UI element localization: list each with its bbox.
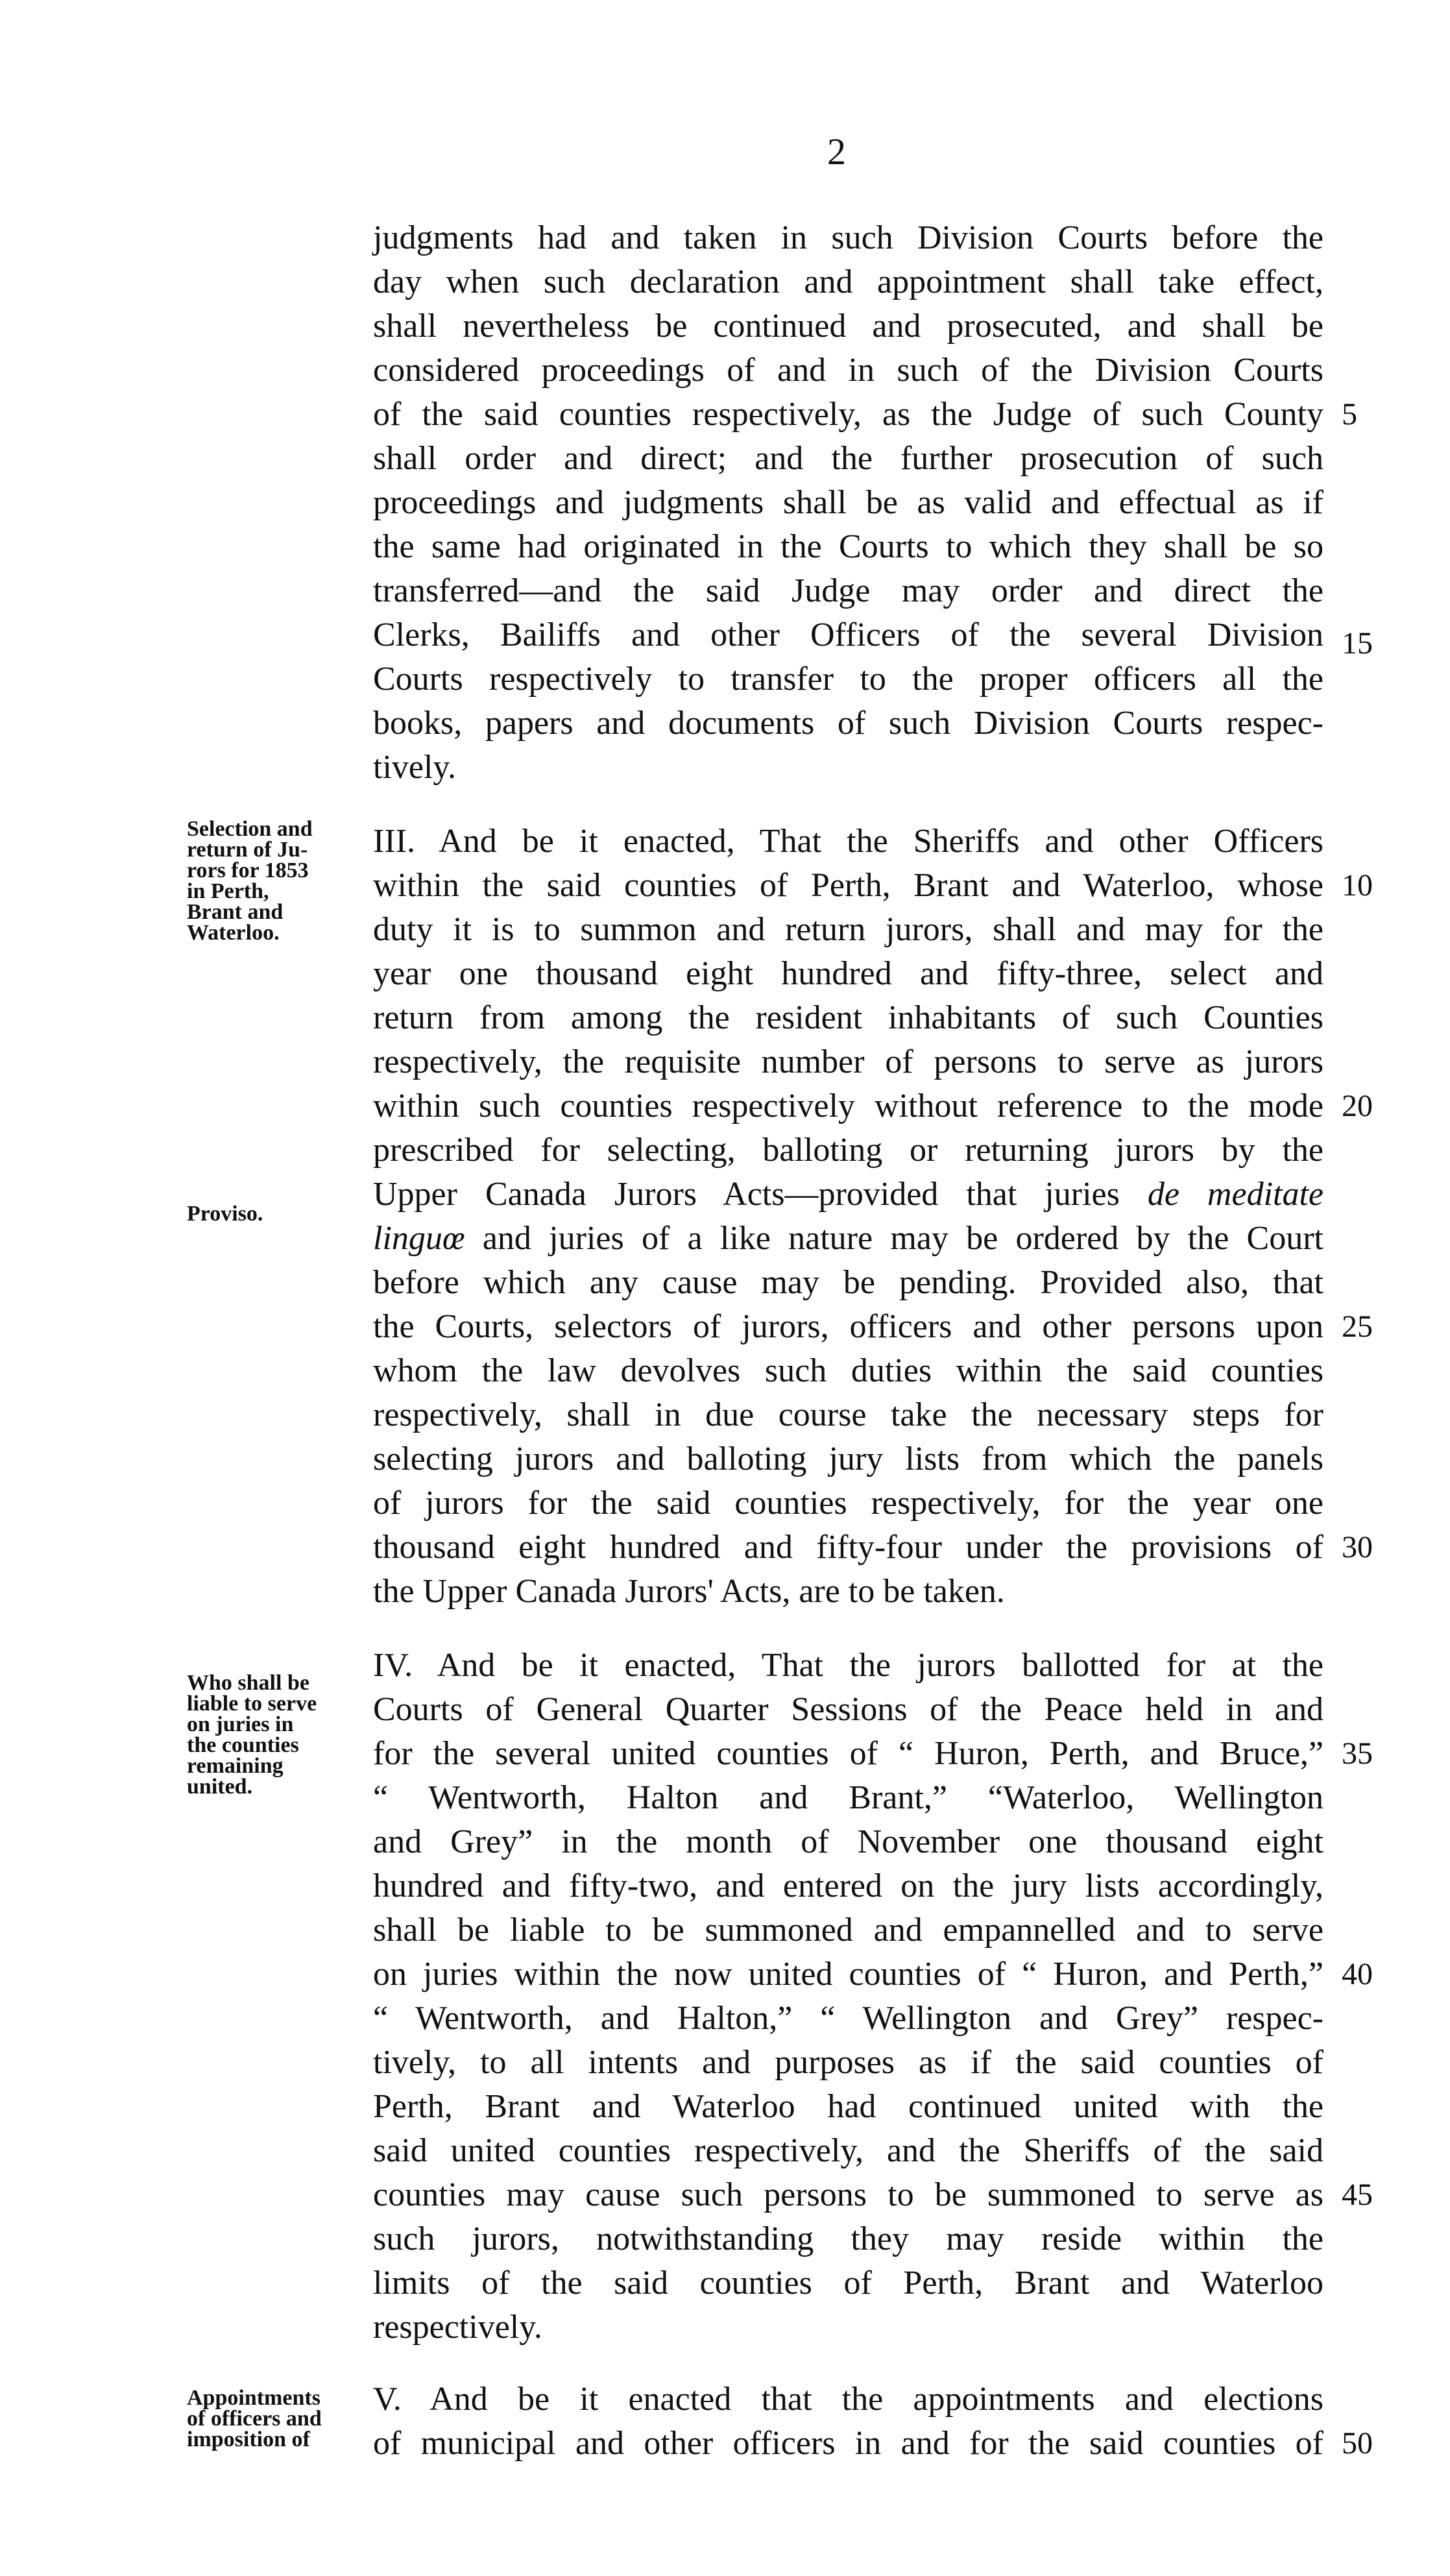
text-line: limits of the said counties of Perth, Brant and Waterloo <box>373 2265 1323 2302</box>
text-line: of jurors for the said counties respectively, for the year one <box>373 1485 1323 1522</box>
text-line: judgments had and taken in such Division Courts before the <box>373 219 1323 256</box>
text-line: duty it is to summon and return jurors, shall and may for the <box>373 911 1323 948</box>
text-line: “ Wentworth, and Halton,” “ Wellington and Grey” respec- <box>373 2000 1323 2037</box>
text-line: IV. And be it enacted, That the jurors ballotted for at the <box>373 1647 1323 1684</box>
text-line: thousand eight hundred and fifty-four under the provisions of <box>373 1529 1323 1566</box>
line-number: 15 <box>1342 626 1373 661</box>
text-line: day when such declaration and appointment shall take effect, <box>373 263 1323 300</box>
text-line: shall be liable to be summoned and empannelled and to serve <box>373 1912 1323 1949</box>
text-line: tively, to all intents and purposes as if the said counties of <box>373 2044 1323 2081</box>
text-line: the Courts, selectors of jurors, officers and other persons upon <box>373 1308 1323 1345</box>
line-number: 25 <box>1342 1309 1373 1344</box>
text-line: of the said counties respectively, as the Judge of such County <box>373 396 1323 433</box>
text-line: before which any cause may be pending. Provided also, that <box>373 1264 1323 1301</box>
text-line: for the several united counties of “ Huron, Perth, and Bruce,” <box>373 1735 1323 1772</box>
text-line: respectively, shall in due course take the necessary steps for <box>373 1396 1323 1433</box>
text-line: Perth, Brant and Waterloo had continued united with the <box>373 2088 1323 2125</box>
margin-note-selection: Selection and return of Ju- rors for 1853 in Perth, Brant and Waterloo. <box>187 817 313 945</box>
text-line: within such counties respectively without reference to the mode <box>373 1088 1323 1124</box>
line-number: 40 <box>1342 1957 1373 1991</box>
page-number: 2 <box>827 130 846 173</box>
line-number: 20 <box>1342 1089 1373 1123</box>
text-line: III. And be it enacted, That the Sheriffs and other Officers <box>373 823 1323 860</box>
line-number: 45 <box>1342 2178 1373 2212</box>
text-line: V. And be it enacted that the appointments and elections <box>373 2381 1323 2418</box>
text-line: books, papers and documents of such Division Courts respec- <box>373 705 1323 742</box>
text-line: whom the law devolves such duties within the said counties <box>373 1352 1323 1389</box>
text-line: respectively. <box>373 2309 542 2346</box>
text-line: the Upper Canada Jurors' Acts, are to be taken. <box>373 1573 1005 1610</box>
margin-note-proviso: Proviso. <box>187 1202 263 1226</box>
text-line: on juries within the now united counties of “ Huron, and Perth,” <box>373 1956 1323 1993</box>
text-line: and Grey” in the month of November one thousand eight <box>373 1823 1323 1860</box>
text-line: tively. <box>373 749 457 786</box>
text-line: year one thousand eight hundred and fifty-three, select and <box>373 955 1323 992</box>
text-line: hundred and fifty-two, and entered on the jury lists accordingly, <box>373 1867 1323 1904</box>
margin-note-appointments: Appointments of officers and imposition of <box>187 2386 322 2451</box>
line-number: 30 <box>1342 1530 1373 1564</box>
text-line: linguœ and juries of a like nature may be ordered by the Court <box>373 1220 1323 1257</box>
text-line: selecting jurors and balloting jury lists from which the panels <box>373 1440 1323 1477</box>
text-line: Courts of General Quarter Sessions of the Peace held in and <box>373 1691 1323 1728</box>
text-line: Clerks, Bailiffs and other Officers of the several Division <box>373 616 1323 653</box>
text-line: return from among the resident inhabitants of such Counties <box>373 999 1323 1036</box>
text-line: Upper Canada Jurors Acts—provided that juries de meditate <box>373 1176 1323 1213</box>
text-line: transferred—and the said Judge may order and direct the <box>373 572 1323 609</box>
text-line: within the said counties of Perth, Brant and Waterloo, whose <box>373 867 1323 904</box>
line-number: 10 <box>1342 868 1373 903</box>
text-line: Courts respectively to transfer to the proper officers all the <box>373 661 1323 698</box>
text-line: said united counties respectively, and the Sheriffs of the said <box>373 2132 1323 2169</box>
text-line: of municipal and other officers in and for the said counties of <box>373 2425 1323 2462</box>
text-line: respectively, the requisite number of persons to serve as jurors <box>373 1043 1323 1080</box>
line-number: 5 <box>1342 397 1357 431</box>
margin-note-who-shall: Who shall be liable to serve on juries in the counties remaining united. <box>187 1671 317 1799</box>
text-line: such jurors, notwithstanding they may reside within the <box>373 2220 1323 2257</box>
text-line: shall order and direct; and the further prosecution of such <box>373 440 1323 477</box>
text-line: shall nevertheless be continued and prosecuted, and shall be <box>373 308 1323 345</box>
text-line: proceedings and judgments shall be as valid and effectual as if <box>373 484 1323 521</box>
text-line: the same had originated in the Courts to which they shall be so <box>373 528 1323 565</box>
text-line: counties may cause such persons to be summoned to serve as <box>373 2176 1323 2213</box>
line-number: 50 <box>1342 2426 1373 2461</box>
text-line: considered proceedings of and in such of the Division Courts <box>373 352 1323 389</box>
text-line: prescribed for selecting, balloting or returning jurors by the <box>373 1132 1323 1169</box>
text-line: “ Wentworth, Halton and Brant,” “Waterloo, Wellington <box>373 1779 1323 1816</box>
line-number: 35 <box>1342 1736 1373 1771</box>
